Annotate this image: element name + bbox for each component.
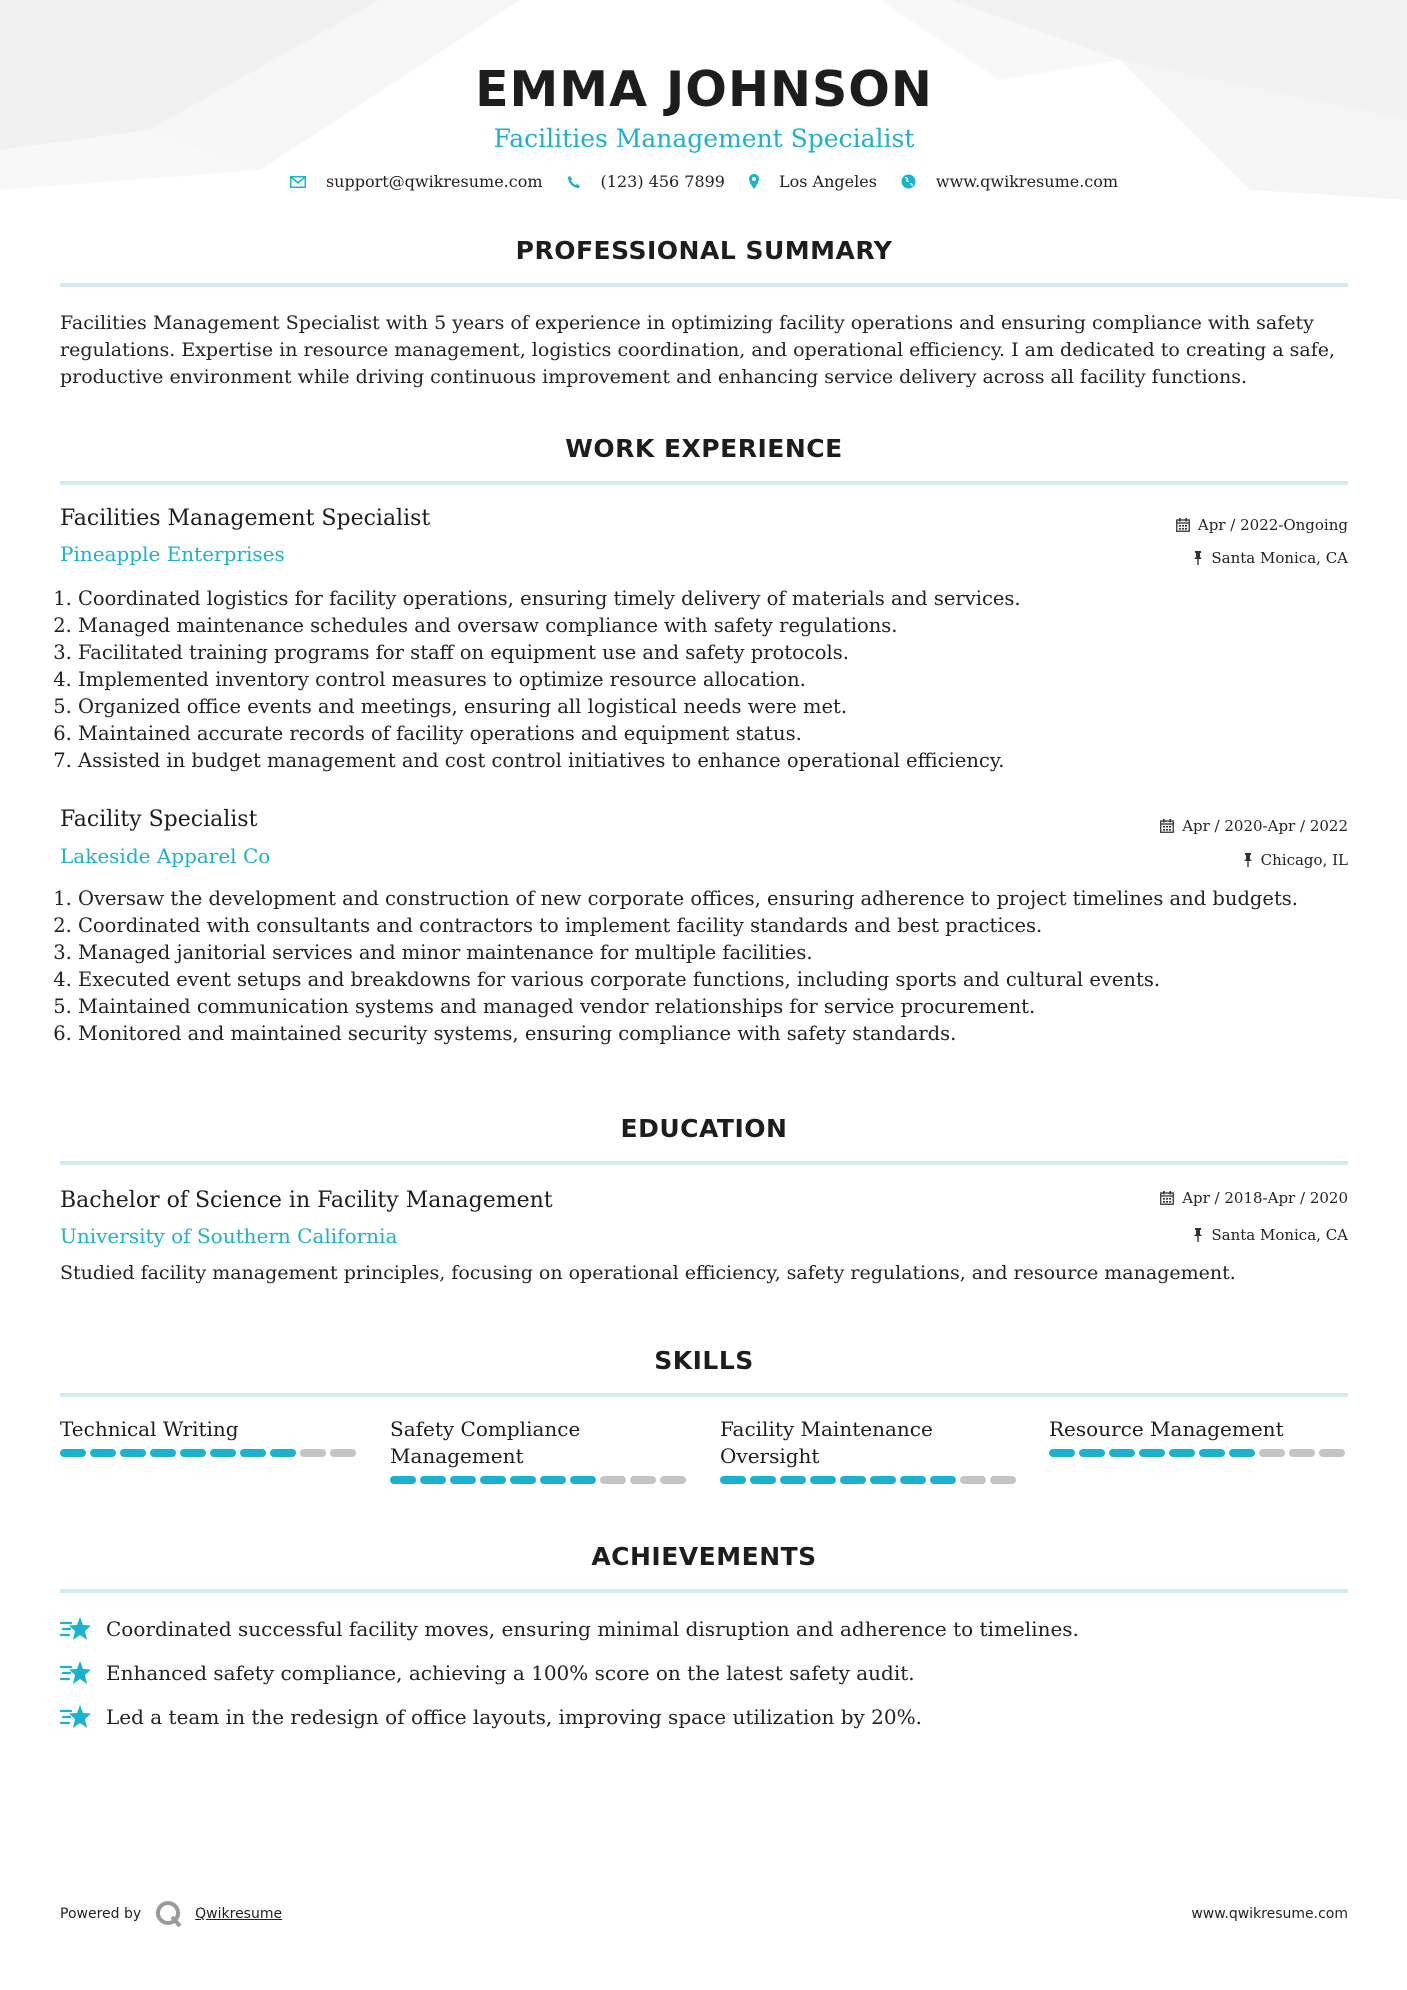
skill-level-segment	[420, 1476, 446, 1484]
duty-item: 6. Maintained accurate records of facility operations and equipment status.	[78, 720, 1366, 747]
skill-level-segment	[870, 1476, 896, 1484]
achievements-divider	[60, 1589, 1348, 1593]
duty-item: 3. Managed janitorial services and minor maintenance for multiple facilities.	[78, 939, 1366, 966]
skill-level-segment	[210, 1449, 236, 1457]
envelope-icon	[290, 176, 306, 188]
skill-level-segment	[330, 1449, 356, 1457]
skill-name: Safety Compliance Management	[390, 1417, 581, 1468]
powered-by-text: Powered by	[60, 1906, 142, 1922]
skill-level-segment	[930, 1476, 956, 1484]
location-text: Los Angeles	[778, 172, 877, 191]
skill-level-segment	[120, 1449, 146, 1457]
education-dates-text: Apr / 2018-Apr / 2020	[1182, 1189, 1348, 1207]
skill-level-bar	[1049, 1449, 1349, 1457]
skill-level-segment	[240, 1449, 266, 1457]
skill-level-bar	[60, 1449, 360, 1457]
education-dates	[1160, 1189, 1348, 1207]
duty-item: 2. Managed maintenance schedules and oversaw compliance with safety regulations.	[78, 612, 1366, 639]
job-title: Facilities Management Specialist	[60, 506, 431, 531]
skill-level-segment	[660, 1476, 686, 1484]
achievement-item	[60, 1615, 1079, 1643]
skill-level-segment	[480, 1476, 506, 1484]
skill-level-bar	[390, 1476, 690, 1484]
globe-icon	[901, 174, 916, 189]
achievement-item	[60, 1703, 922, 1731]
skill-level-segment	[750, 1476, 776, 1484]
duty-item: 1. Oversaw the development and construction of new corporate offices, ensuring adherence to project timelines and budgets.	[78, 885, 1366, 912]
school-name: University of Southern California	[60, 1224, 398, 1248]
skill-level-segment	[270, 1449, 296, 1457]
candidate-title: Facilities Management Specialist	[493, 124, 915, 153]
skill-level-segment	[150, 1449, 176, 1457]
degree-title: Bachelor of Science in Facility Management	[60, 1188, 553, 1213]
pushpin-icon	[1193, 551, 1203, 565]
summary-heading: PROFESSIONAL SUMMARY	[515, 236, 893, 265]
skill-level-segment	[1079, 1449, 1105, 1457]
education-description: Studied facility management principles, focusing on operational efficiency, safety regulations, and resource management.	[60, 1262, 1236, 1284]
skill-level-segment	[810, 1476, 836, 1484]
skill-level-segment	[1199, 1449, 1225, 1457]
skills-heading: SKILLS	[654, 1346, 754, 1375]
qwikresume-link[interactable]: Qwikresume	[195, 1906, 283, 1922]
job-dates	[1176, 516, 1348, 534]
achievement-text: Led a team in the redesign of office layouts, improving space utilization by 20%.	[106, 1705, 922, 1729]
footer-powered-by	[60, 1900, 282, 1928]
website-text: www.qwikresume.com	[935, 172, 1119, 191]
contact-bar	[60, 172, 1348, 191]
skill-level-segment	[630, 1476, 656, 1484]
skill-level-segment	[960, 1476, 986, 1484]
calendar-icon	[1176, 518, 1190, 532]
duty-item: 5. Organized office events and meetings, ensuring all logistical needs were met.	[78, 693, 1366, 720]
contact-website[interactable]	[901, 172, 1118, 191]
skill-item	[60, 1416, 360, 1457]
achievements-heading: ACHIEVEMENTS	[591, 1542, 817, 1571]
contact-email[interactable]	[290, 172, 543, 191]
skill-name: Technical Writing	[60, 1417, 239, 1441]
skill-level-segment	[540, 1476, 566, 1484]
skill-level-segment	[1139, 1449, 1165, 1457]
job-title: Facility Specialist	[60, 807, 258, 832]
skill-level-segment	[570, 1476, 596, 1484]
job-duties-list	[60, 585, 1366, 774]
education-divider	[60, 1161, 1348, 1165]
experience-divider	[60, 481, 1348, 485]
resume-header	[60, 58, 1348, 191]
skill-level-segment	[1049, 1449, 1075, 1457]
duty-item: 7. Assisted in budget management and cost control initiatives to enhance operational efficiency.	[78, 747, 1366, 774]
email-text: support@qwikresume.com	[325, 172, 543, 191]
job-location	[1243, 851, 1348, 869]
contact-phone[interactable]	[567, 172, 725, 191]
duty-item: 4. Executed event setups and breakdowns for various corporate functions, including sports and cultural events.	[78, 966, 1366, 993]
education-heading: EDUCATION	[620, 1114, 788, 1143]
summary-text: Facilities Management Specialist with 5 years of experience in optimizing facility operations and ensuring compliance with safety regulations. Expertise in resource management, logistics coordination, and operational efficiency. I am dedicated to creating a safe, productive environment while driving continuous improvement and enhancing service delivery across all facility functions.	[60, 312, 1336, 388]
experience-heading: WORK EXPERIENCE	[565, 434, 843, 463]
skill-level-segment	[1319, 1449, 1345, 1457]
achievement-text: Coordinated successful facility moves, ensuring minimal disruption and adherence to timelines.	[106, 1617, 1079, 1641]
skill-level-bar	[720, 1476, 1020, 1484]
duty-item: 3. Facilitated training programs for staff on equipment use and safety protocols.	[78, 639, 1366, 666]
pushpin-icon	[1193, 1228, 1203, 1242]
skill-level-segment	[180, 1449, 206, 1457]
skill-level-segment	[840, 1476, 866, 1484]
skill-level-segment	[390, 1476, 416, 1484]
education-location	[1193, 1226, 1348, 1244]
duty-item: 5. Maintained communication systems and managed vendor relationships for service procurement.	[78, 993, 1366, 1020]
education-location-text: Santa Monica, CA	[1211, 1226, 1348, 1244]
job-location-text: Chicago, IL	[1260, 851, 1348, 869]
duty-item: 2. Coordinated with consultants and contractors to implement facility standards and best practices.	[78, 912, 1366, 939]
skill-item	[390, 1416, 690, 1484]
skill-level-segment	[300, 1449, 326, 1457]
footer-website[interactable]: www.qwikresume.com	[1191, 1906, 1348, 1922]
duty-item: 1. Coordinated logistics for facility operations, ensuring timely delivery of materials and services.	[78, 585, 1366, 612]
shooting-star-icon	[60, 1615, 92, 1643]
job-location-text: Santa Monica, CA	[1211, 549, 1348, 567]
skill-level-segment	[600, 1476, 626, 1484]
skill-level-segment	[900, 1476, 926, 1484]
company-name: Pineapple Enterprises	[60, 542, 285, 566]
skill-item	[1049, 1416, 1349, 1457]
shooting-star-icon	[60, 1703, 92, 1731]
calendar-icon	[1160, 1191, 1174, 1205]
job-duties-list	[60, 885, 1366, 1047]
skill-name: Resource Management	[1049, 1417, 1284, 1441]
contact-location	[749, 172, 877, 191]
qwikresume-logo-icon	[155, 1900, 183, 1928]
skill-level-segment	[1169, 1449, 1195, 1457]
company-name: Lakeside Apparel Co	[60, 844, 271, 868]
map-pin-icon	[749, 174, 759, 189]
skills-divider	[60, 1393, 1348, 1397]
skill-level-segment	[780, 1476, 806, 1484]
skill-level-segment	[450, 1476, 476, 1484]
job-dates	[1160, 817, 1348, 835]
duty-item: 4. Implemented inventory control measures to optimize resource allocation.	[78, 666, 1366, 693]
skill-level-segment	[60, 1449, 86, 1457]
pushpin-icon	[1243, 853, 1253, 867]
phone-text: (123) 456 7899	[600, 172, 725, 191]
skill-level-segment	[990, 1476, 1016, 1484]
skill-level-segment	[90, 1449, 116, 1457]
skill-level-segment	[1259, 1449, 1285, 1457]
skill-level-segment	[1289, 1449, 1315, 1457]
achievement-text: Enhanced safety compliance, achieving a 100% score on the latest safety audit.	[106, 1661, 915, 1685]
job-dates-text: Apr / 2022-Ongoing	[1197, 516, 1348, 534]
skill-level-segment	[1229, 1449, 1255, 1457]
candidate-name: EMMA JOHNSON	[475, 61, 933, 118]
skill-name: Facility Maintenance Oversight	[720, 1417, 933, 1468]
achievement-item	[60, 1659, 915, 1687]
job-location	[1193, 549, 1348, 567]
skill-level-segment	[510, 1476, 536, 1484]
shooting-star-icon	[60, 1659, 92, 1687]
skill-level-segment	[1109, 1449, 1135, 1457]
duty-item: 6. Monitored and maintained security systems, ensuring compliance with safety standards.	[78, 1020, 1366, 1047]
skill-item	[720, 1416, 1020, 1484]
skill-level-segment	[720, 1476, 746, 1484]
calendar-icon	[1160, 819, 1174, 833]
summary-divider	[60, 283, 1348, 287]
phone-icon	[567, 175, 581, 189]
job-dates-text: Apr / 2020-Apr / 2022	[1182, 817, 1348, 835]
